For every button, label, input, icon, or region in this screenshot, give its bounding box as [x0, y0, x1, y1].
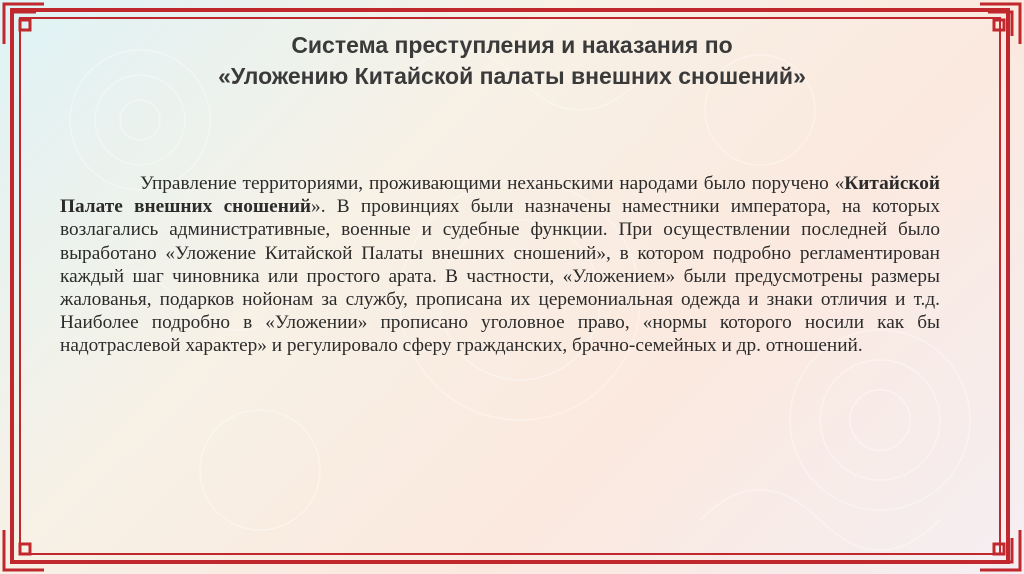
corner-ornament-icon: [0, 526, 48, 574]
body-text-part-1: Управление территориями, проживающими неханьскими народами было поручено «: [140, 173, 845, 194]
corner-ornament-icon: [976, 0, 1024, 48]
body-text-part-2: ». В провинциях были назначены наместники императора, на которых возлагались административные, военные и судебные функции. При осуществлении последней было выработано «Уложение Китайской Палаты внешних сношений», в котором подробно регламентирован каждый шаг чиновника или простого арата. В частности, «Уложением» были предусмотрены размеры жалованья, подарков нойонам за службу, прописана их церемониальная одежда и знаки отличия и т.д. Наиболее подробно в «Уложении» прописано уголовное право, «нормы которого носили как бы надотраслевой характер» и регулировало сферу гражданских, брачно-семейных и др. отношений.: [60, 196, 940, 357]
slide-title-line-1: Система преступления и наказания по: [291, 32, 733, 58]
slide-title: [60, 30, 964, 92]
body-paragraph: [60, 172, 940, 358]
corner-ornament-icon: [0, 0, 48, 48]
slide-title-line-2: «Уложению Китайской палаты внешних сношений»: [218, 63, 806, 89]
corner-ornament-icon: [976, 526, 1024, 574]
body-text-highlight: Китайской Палате внешних сношений: [60, 173, 940, 218]
body-text: [60, 172, 940, 358]
